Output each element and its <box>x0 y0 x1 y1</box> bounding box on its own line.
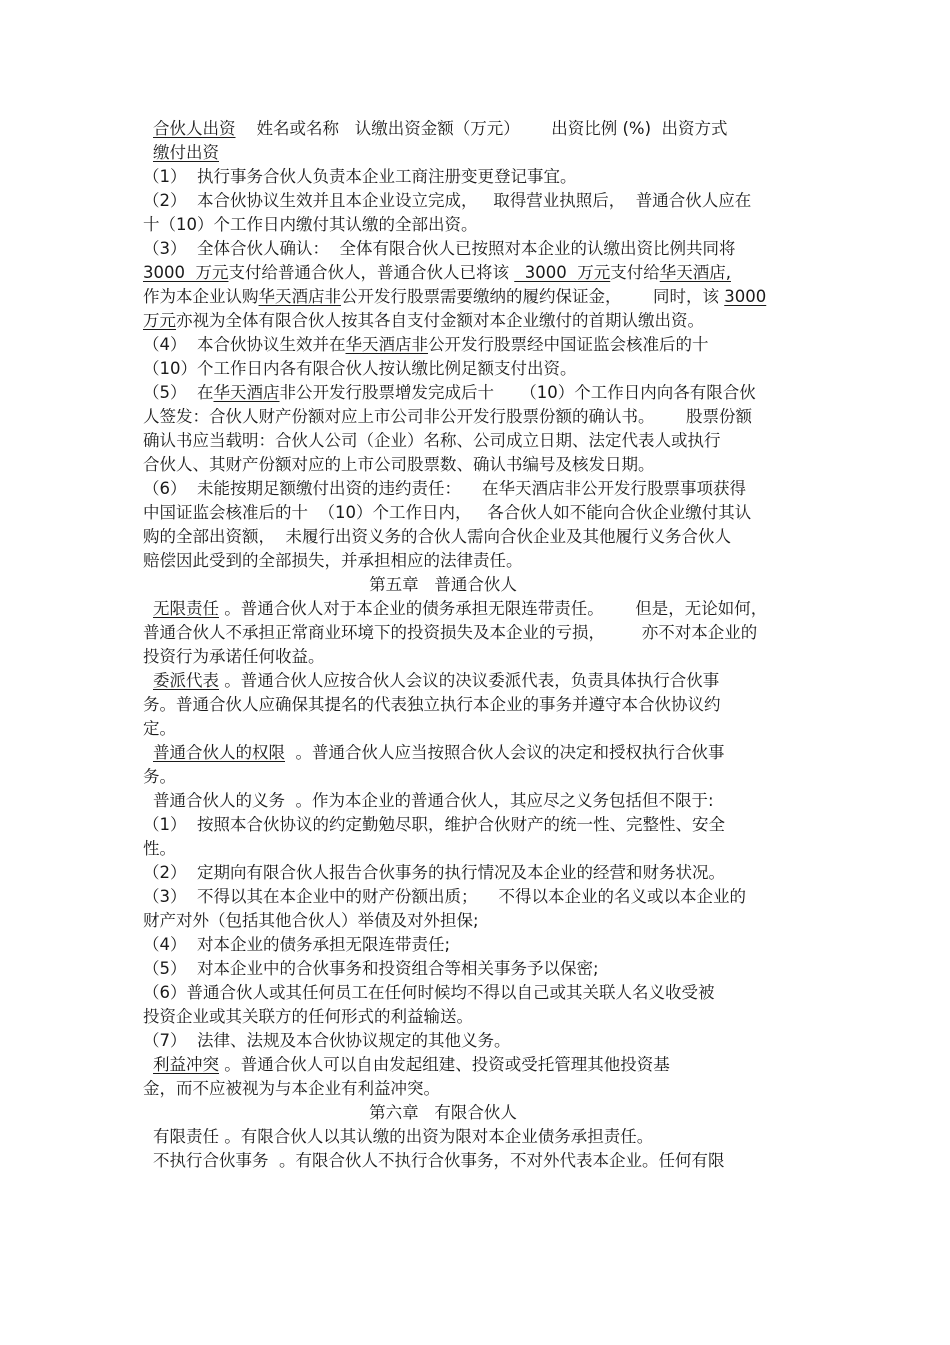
text-run: （4） 本合伙协议生效并在 <box>143 335 346 354</box>
clause-term: 普通合伙人的权限 <box>153 743 285 762</box>
paragraph-line: 有限责任 。有限合伙人以其认缴的出资为限对本企业债务承担责任。 <box>153 1127 654 1146</box>
paragraph-line <box>143 381 813 405</box>
text-run: （5） 在 <box>143 383 214 402</box>
paragraph-line: 普通合伙人的义务 。作为本企业的普通合伙人，其应尽之义务包括但不限于: <box>153 791 714 810</box>
paragraph-line: 金，而不应被视为与本企业有利益冲突。 <box>143 1079 440 1098</box>
text-run: 。普通合伙人应按合伙人会议的决议委派代表，负责具体执行合伙事 <box>219 671 720 690</box>
chapter-heading: 第五章 普通合伙人 <box>369 575 517 594</box>
paragraph-line: 务。普通合伙人应确保其提名的代表独立执行本企业的事务并遵守本合伙协议约 <box>143 695 721 714</box>
underlined-company: 华天酒店, <box>659 263 731 282</box>
chapter-heading: 第六章 有限合伙人 <box>369 1103 517 1122</box>
paragraph-line: 务。 <box>143 767 176 786</box>
text-run: 。普通合伙人可以自由发起组建、投资或受托管理其他投资基 <box>219 1055 670 1074</box>
paragraph-line: 普通合伙人不承担正常商业环境下的投资损失及本企业的亏损， 亦不对本企业的 <box>143 623 758 642</box>
clause-term: 委派代表 <box>153 671 219 690</box>
paragraph-line: （10）个工作日内各有限合伙人按认缴比例足额支付出资。 <box>143 359 577 378</box>
table-header-cell: 姓名或名称 <box>256 119 339 138</box>
list-item: （3） 不得以其在本企业中的财产份额出质； 不得以本企业的名义或以本企业的 <box>143 887 746 906</box>
paragraph-line: 确认书应当载明：合伙人公司（企业）名称、公司成立日期、法定代表人或执行 <box>143 431 721 450</box>
list-item: （6）普通合伙人或其任何员工在任何时候均不得以自己或其关联人名义收受被 <box>143 983 715 1002</box>
underlined-amount: 万元 <box>143 311 176 330</box>
paragraph-line: （1） 执行事务合伙人负责本企业工商注册变更登记事宜。 <box>143 167 577 186</box>
paragraph-line <box>143 261 813 285</box>
paragraph-line <box>143 669 813 693</box>
table-header-cell: 缴付出资 <box>153 143 219 162</box>
underlined-amount: 3000 万元 <box>514 263 611 282</box>
list-item: （1） 按照本合伙协议的约定勤勉尽职，维护合伙财产的统一性、完整性、安全 <box>143 815 725 834</box>
text-run: 非公开发行股票增发完成后十 （10）个工作日内向各有限合伙 <box>279 383 756 402</box>
text-run: 。普通合伙人应当按照合伙人会议的决定和授权执行合伙事 <box>285 743 725 762</box>
paragraph-line <box>143 597 813 621</box>
clause-term: 无限责任 <box>153 599 219 618</box>
table-header-cell: 出资比例 (%) <box>551 119 652 138</box>
text-run: 。普通合伙人对于本企业的债务承担无限连带责任。 但是，无论如何， <box>219 599 768 618</box>
table-header-row <box>143 117 813 141</box>
paragraph-line <box>143 333 813 357</box>
text-run: 支付给普通合伙人，普通合伙人已将该 <box>228 263 515 282</box>
paragraph-line: 合伙人、其财产份额对应的上市公司股票数、确认书编号及核发日期。 <box>143 455 655 474</box>
list-item: 财产对外（包括其他合伙人）举债及对外担保; <box>143 911 479 930</box>
list-item: （7） 法律、法规及本合伙协议规定的其他义务。 <box>143 1031 511 1050</box>
list-item: （2） 定期向有限合伙人报告合伙事务的执行情况及本企业的经营和财务状况。 <box>143 863 725 882</box>
paragraph-line: 中国证监会核准后的十 （10）个工作日内， 各合伙人如不能向合伙企业缴付其认 <box>143 503 752 522</box>
text-run: 公开发行股票需要缴纳的履约保证金， 同时，该 <box>341 287 725 306</box>
underlined-amount: 3000 万元 <box>143 263 229 282</box>
paragraph-line: 十（10）个工作日内缴付其认缴的全部出资。 <box>143 215 478 234</box>
paragraph-line: （2） 本合伙协议生效并且本企业设立完成， 取得营业执照后， 普通合伙人应在 <box>143 191 752 210</box>
text-run: 亦视为全体有限合伙人按其各自支付金额对本企业缴付的首期认缴出资。 <box>176 311 704 330</box>
paragraph-line: 不执行合伙事务 。有限合伙人不执行合伙事务，不对外代表本企业。任何有限 <box>153 1151 725 1170</box>
list-item: （5） 对本企业中的合伙事务和投资组合等相关事务予以保密; <box>143 959 599 978</box>
paragraph-line: 人签发：合伙人财产份额对应上市公司非公开发行股票份额的确认书。 股票份额 <box>143 407 752 426</box>
list-item: （4） 对本企业的债务承担无限连带责任; <box>143 935 451 954</box>
text-run: 支付给 <box>610 263 660 282</box>
underlined-amount: 3000 <box>724 287 767 306</box>
paragraph-line: 赔偿因此受到的全部损失，并承担相应的法律责任。 <box>143 551 523 570</box>
text-run: 作为本企业认购 <box>143 287 259 306</box>
list-item: 投资企业或其关联方的任何形式的利益输送。 <box>143 1007 473 1026</box>
list-item: 性。 <box>143 839 176 858</box>
paragraph-line: （3） 全体合伙人确认： 全体有限合伙人已按照对本企业的认缴出资比例共同将 <box>143 239 736 258</box>
paragraph-line <box>143 1053 813 1077</box>
underlined-company: 华天酒店 <box>213 383 280 402</box>
table-header-cell: 出资方式 <box>661 119 728 138</box>
text-run: 公开发行股票经中国证监会核准后的十 <box>428 335 709 354</box>
paragraph-line: 购的全部出资额， 未履行出资义务的合伙人需向合伙企业及其他履行义务合伙人 <box>143 527 731 546</box>
table-header-row-2 <box>143 141 813 165</box>
paragraph-line <box>143 309 813 333</box>
paragraph-line: （6） 未能按期足额缴付出资的违约责任： 在华天酒店非公开发行股票事项获得 <box>143 479 746 498</box>
paragraph-line: 投资行为承诺任何收益。 <box>143 647 325 666</box>
document-body <box>143 117 813 1173</box>
clause-term: 利益冲突 <box>153 1055 219 1074</box>
paragraph-line: 定。 <box>143 719 176 738</box>
paragraph-line <box>143 741 813 765</box>
underlined-company: 华天酒店非 <box>258 287 341 306</box>
table-header-cell: 合伙人出资 <box>153 119 236 138</box>
table-header-cell: 认缴出资金额（万元） <box>354 119 520 138</box>
paragraph-line <box>143 285 813 309</box>
underlined-company: 华天酒店非 <box>345 335 428 354</box>
